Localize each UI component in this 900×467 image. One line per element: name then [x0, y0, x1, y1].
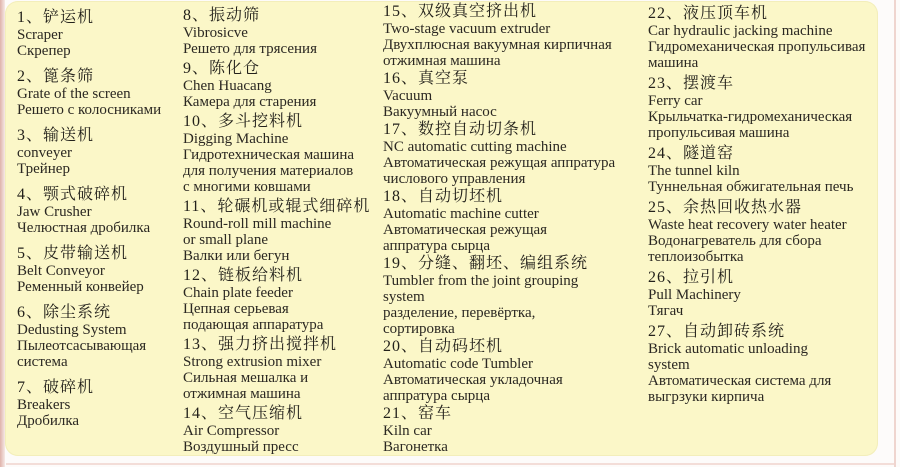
equipment-name-russian-line: Двухплюсная вакуумная кирпичная [383, 37, 612, 53]
equipment-name-english-line: Pull Machinery [648, 287, 741, 303]
equipment-column-2 [183, 7, 383, 458]
equipment-name-russian-line: Ременный конвейер [17, 279, 144, 295]
list-item [383, 70, 649, 120]
equipment-name-chinese: 4、颚式破碎机 [17, 186, 129, 203]
equipment-name-russian-line: Автоматическая укладочная [383, 372, 563, 388]
equipment-name-russian-line: Вакуумный насос [383, 104, 497, 120]
equipment-name-chinese: 27、自动卸砖系统 [648, 323, 786, 340]
equipment-name-russian-line: Скрепер [17, 43, 71, 59]
equipment-name-english-line: Vacuum [383, 88, 433, 104]
list-item [183, 7, 383, 57]
equipment-name-russian-line: с многими ковшами [183, 179, 311, 195]
equipment-column-3 [383, 3, 649, 456]
list-item [17, 379, 183, 429]
equipment-name-english-line: or small plane [183, 232, 268, 248]
list-item [383, 121, 649, 187]
list-item [648, 199, 883, 265]
equipment-name-russian-line: Валки или бегун [183, 248, 290, 264]
equipment-name-russian-line: аппратура сырца [383, 238, 490, 254]
equipment-name-english-line: Tumbler from the joint grouping [383, 273, 579, 289]
list-item [17, 9, 183, 59]
list-item [383, 188, 649, 254]
equipment-name-chinese: 16、真空泵 [383, 70, 470, 87]
right-page-rule [894, 0, 896, 467]
list-item [383, 405, 649, 455]
equipment-name-chinese: 1、铲运机 [17, 9, 95, 26]
equipment-name-russian-line: машина [648, 55, 699, 71]
equipment-name-english-line: Strong extrusion mixer [183, 354, 322, 370]
equipment-name-english-line: Brick automatic unloading [648, 341, 808, 357]
equipment-name-russian-line: Челюстная дробилка [17, 220, 151, 236]
equipment-name-chinese: 26、拉引机 [648, 269, 735, 286]
equipment-name-russian-line: выгрзуки кирпича [648, 389, 765, 405]
list-item [383, 338, 649, 404]
equipment-list-panel [5, 1, 878, 456]
equipment-name-english-line: Waste heat recovery water heater [648, 217, 847, 233]
list-item [183, 113, 383, 195]
equipment-name-russian-line: Крыльчатка-гидромеханическая [648, 109, 853, 125]
equipment-name-chinese: 7、破碎机 [17, 379, 95, 396]
equipment-name-chinese: 19、分缝、翻坯、编组系统 [383, 255, 589, 272]
equipment-name-russian-line: Воздушный пресс [183, 439, 299, 455]
equipment-name-english-line: Air Compressor [183, 423, 280, 439]
list-item [648, 5, 883, 71]
equipment-name-english-line: conveyer [17, 145, 72, 161]
equipment-name-english-line: Chen Huacang [183, 78, 272, 94]
equipment-name-chinese: 2、篦条筛 [17, 68, 95, 85]
equipment-name-chinese: 15、双级真空挤出机 [383, 3, 538, 20]
bottom-page-rule [6, 463, 894, 465]
list-item [183, 267, 383, 333]
equipment-name-english-line: Breakers [17, 397, 71, 413]
equipment-name-russian-line: Вагонетка [383, 439, 448, 455]
equipment-name-russian-line: аппратура сырца [383, 388, 490, 404]
equipment-name-english-line: system [383, 289, 425, 305]
equipment-name-english-line: Grate of the screen [17, 86, 131, 102]
equipment-name-chinese: 23、摆渡车 [648, 75, 735, 92]
equipment-name-russian-line: Камера для старения [183, 94, 317, 110]
equipment-name-russian-line: Гидромеханическая пропульсивая [648, 39, 866, 55]
equipment-name-english-line: Vibrosicve [183, 25, 248, 41]
equipment-name-russian-line: Водонагреватель для сбора [648, 233, 822, 249]
equipment-name-english-line: Belt Conveyor [17, 263, 105, 279]
equipment-name-chinese: 11、轮碾机或辊式细碎机 [183, 198, 371, 215]
equipment-name-russian-line: Автоматическая режущая [383, 222, 548, 238]
equipment-name-chinese: 21、窑车 [383, 405, 453, 422]
equipment-name-english-line: Jaw Crusher [17, 204, 92, 220]
equipment-name-russian-line: Решето с колосниками [17, 102, 162, 118]
equipment-name-english-line: The tunnel kiln [648, 163, 740, 179]
equipment-name-english-line: Kiln car [383, 423, 432, 439]
equipment-name-russian-line: отжимная машина [183, 386, 301, 402]
equipment-name-english-line: Ferry car [648, 93, 703, 109]
list-item [17, 186, 183, 236]
equipment-name-english-line: Chain plate feeder [183, 285, 293, 301]
equipment-name-english-line: Scraper [17, 27, 63, 43]
equipment-name-russian-line: Автоматическая система для [648, 373, 832, 389]
list-item [17, 127, 183, 177]
equipment-name-english-line: system [648, 357, 690, 373]
equipment-name-english-line: Automatic machine cutter [383, 206, 539, 222]
equipment-name-russian-line: Пылеотсасывающая [17, 338, 147, 354]
equipment-name-russian-line: Туннельная обжигательная печь [648, 179, 854, 195]
list-item [183, 60, 383, 110]
equipment-name-chinese: 8、振动筛 [183, 7, 261, 24]
equipment-name-chinese: 24、隧道窑 [648, 145, 735, 162]
equipment-name-russian-line: пропульсивая машина [648, 125, 790, 141]
equipment-name-russian-line: разделение, перевёртка, [383, 305, 536, 321]
list-item [183, 198, 383, 264]
list-item [648, 269, 883, 319]
equipment-name-russian-line: для получения материалов [183, 163, 354, 179]
equipment-name-chinese: 17、数控自动切条机 [383, 121, 538, 138]
equipment-name-english-line: Digging Machine [183, 131, 289, 147]
equipment-name-chinese: 5、皮带输送机 [17, 245, 129, 262]
equipment-name-russian-line: Дробилка [17, 413, 80, 429]
equipment-name-chinese: 13、强力挤出搅拌机 [183, 336, 338, 353]
equipment-name-english-line: Automatic code Tumbler [383, 356, 533, 372]
list-item [383, 255, 649, 337]
list-item [17, 304, 183, 370]
equipment-name-chinese: 12、链板给料机 [183, 267, 304, 284]
equipment-name-russian-line: отжимная машина [383, 53, 501, 69]
list-item [648, 145, 883, 195]
equipment-name-chinese: 6、除尘系统 [17, 304, 112, 321]
equipment-name-russian-line: Цепная серьевая [183, 301, 289, 317]
equipment-name-english-line: Car hydraulic jacking machine [648, 23, 833, 39]
equipment-name-russian-line: Трейнер [17, 161, 70, 177]
list-item [648, 75, 883, 141]
equipment-name-chinese: 20、自动码坯机 [383, 338, 504, 355]
equipment-name-russian-line: сортировка [383, 321, 455, 337]
list-item [17, 245, 183, 295]
equipment-name-russian-line: теплоизобытка [648, 249, 744, 265]
equipment-name-chinese: 3、输送机 [17, 127, 95, 144]
equipment-name-russian-line: Решето для трясения [183, 41, 317, 57]
equipment-name-russian-line: система [17, 354, 68, 370]
list-item [383, 3, 649, 69]
equipment-name-english-line: Dedusting System [17, 322, 127, 338]
equipment-column-4 [648, 5, 883, 409]
equipment-name-russian-line: Автоматическая режущая аппратура [383, 155, 616, 171]
equipment-column-1 [17, 9, 183, 438]
list-item [183, 336, 383, 402]
equipment-name-english-line: NC automatic cutting machine [383, 139, 567, 155]
equipment-name-russian-line: Гидротехническая машина [183, 147, 355, 163]
equipment-name-chinese: 25、余热回收热水器 [648, 199, 803, 216]
equipment-name-chinese: 14、空气压缩机 [183, 405, 304, 422]
list-item [648, 323, 883, 405]
list-item [183, 405, 383, 455]
equipment-name-chinese: 18、自动切坯机 [383, 188, 504, 205]
equipment-name-english-line: Round-roll mill machine [183, 216, 332, 232]
equipment-name-russian-line: подающая аппаратура [183, 317, 324, 333]
equipment-name-chinese: 10、多斗挖料机 [183, 113, 304, 130]
equipment-name-russian-line: Сильная мешалка и [183, 370, 309, 386]
equipment-name-russian-line: Тягач [648, 303, 684, 319]
equipment-name-russian-line: числового управления [383, 171, 526, 187]
equipment-name-english-line: Two-stage vacuum extruder [383, 21, 551, 37]
equipment-name-chinese: 9、陈化仓 [183, 60, 261, 77]
list-item [17, 68, 183, 118]
equipment-name-chinese: 22、液压顶车机 [648, 5, 769, 22]
